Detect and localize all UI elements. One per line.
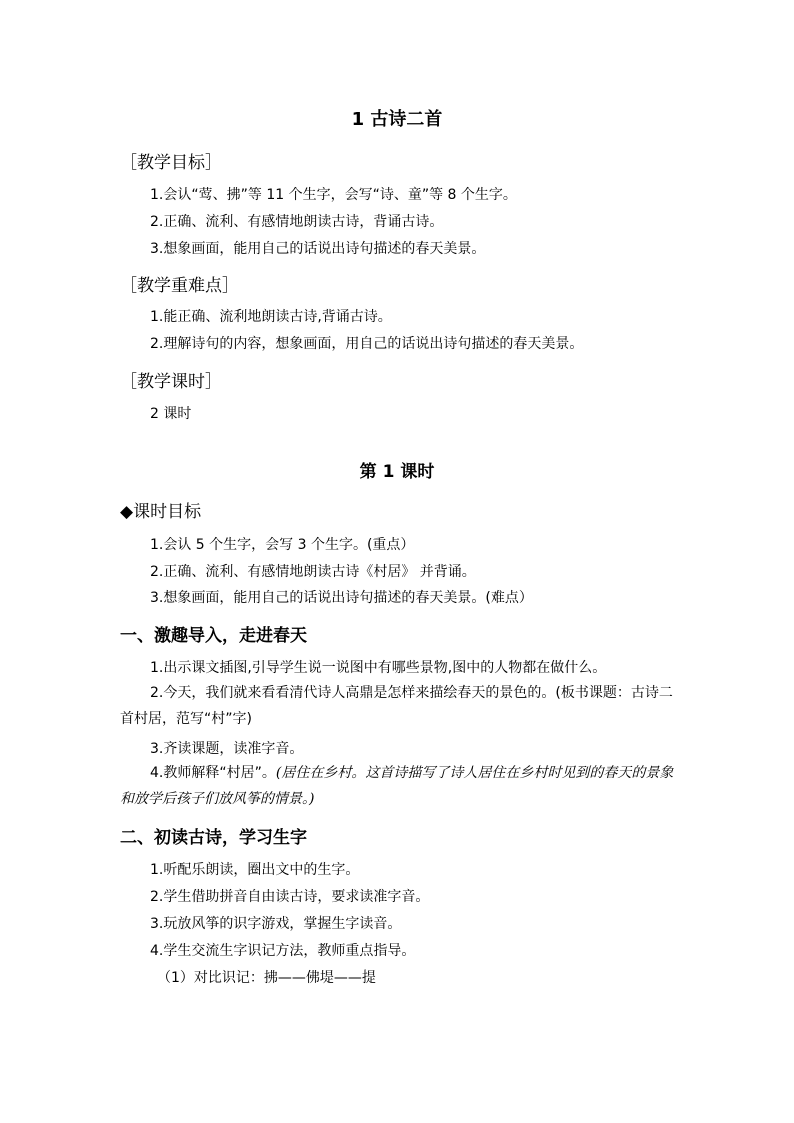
section1-item-4-note: (居住在乡村。这首诗描写了诗人居住在乡村时见到的春天的景象和放学后孩子们放风筝的情景。) xyxy=(120,765,674,807)
section1-item-4-text: 4.教师解释“村居”。 xyxy=(150,765,276,781)
key-point-item-2: 2.理解诗句的内容，想象画面，用自己的话说出诗句描述的春天美景。 xyxy=(150,336,584,352)
goals-heading: ［教学目标］ xyxy=(120,153,222,173)
section2-subitem-1: （1）对比识记：拂——佛堤——提 xyxy=(157,970,376,986)
hours-value: 2 课时 xyxy=(150,406,192,422)
section2-item-3: 3.玩放风筝的识字游戏，掌握生字读音。 xyxy=(150,916,402,932)
document-title: 1 古诗二首 xyxy=(351,109,443,130)
section1-item-4 xyxy=(120,760,680,812)
section1-heading: 一、激趣导入，走进春天 xyxy=(120,626,307,646)
section2-heading: 二、初读古诗，学习生字 xyxy=(120,828,307,848)
goal-item-1: 1.会认“莺、拂”等 11 个生字，会写“诗、童”等 8 个生字。 xyxy=(150,187,517,203)
lesson-goal-item-2: 2.正确、流利、有感情地朗读古诗《村居》 并背诵。 xyxy=(150,564,476,580)
lesson-goal-item-1: 1.会认 5 个生字，会写 3 个生字。(重点） xyxy=(150,537,415,553)
lesson-goals-heading: ◆课时目标 xyxy=(120,502,202,522)
lesson-goal-item-3: 3.想象画面，能用自己的话说出诗句描述的春天美景。(难点） xyxy=(150,590,533,606)
section2-item-2: 2.学生借助拼音自由读古诗，要求读准字音。 xyxy=(150,889,430,905)
section1-item-3: 3.齐读课题，读准字音。 xyxy=(150,741,304,757)
section1-item-1: 1.出示课文插图,引导学生说一说图中有哪些景物,图中的人物都在做什么。 xyxy=(150,660,607,676)
lesson-title: 第 1 课时 xyxy=(359,462,435,482)
section1-item-2: 2.今天，我们就来看看清代诗人高鼎是怎样来描绘春天的景色的。(板书课题：古诗二首村居，范写“村”字) xyxy=(120,685,673,727)
key-points-heading: ［教学重难点］ xyxy=(120,276,239,296)
hours-heading: ［教学课时］ xyxy=(120,372,222,392)
section2-item-4: 4.学生交流生字识记方法，教师重点指导。 xyxy=(150,943,416,959)
key-point-item-1: 1.能正确、流利地朗读古诗,背诵古诗。 xyxy=(150,309,392,325)
section2-item-1: 1.听配乐朗读，圈出文中的生字。 xyxy=(150,862,360,878)
goal-item-3: 3.想象画面，能用自己的话说出诗句描述的春天美景。 xyxy=(150,241,486,257)
goal-item-2: 2.正确、流利、有感情地朗读古诗，背诵古诗。 xyxy=(150,214,444,230)
